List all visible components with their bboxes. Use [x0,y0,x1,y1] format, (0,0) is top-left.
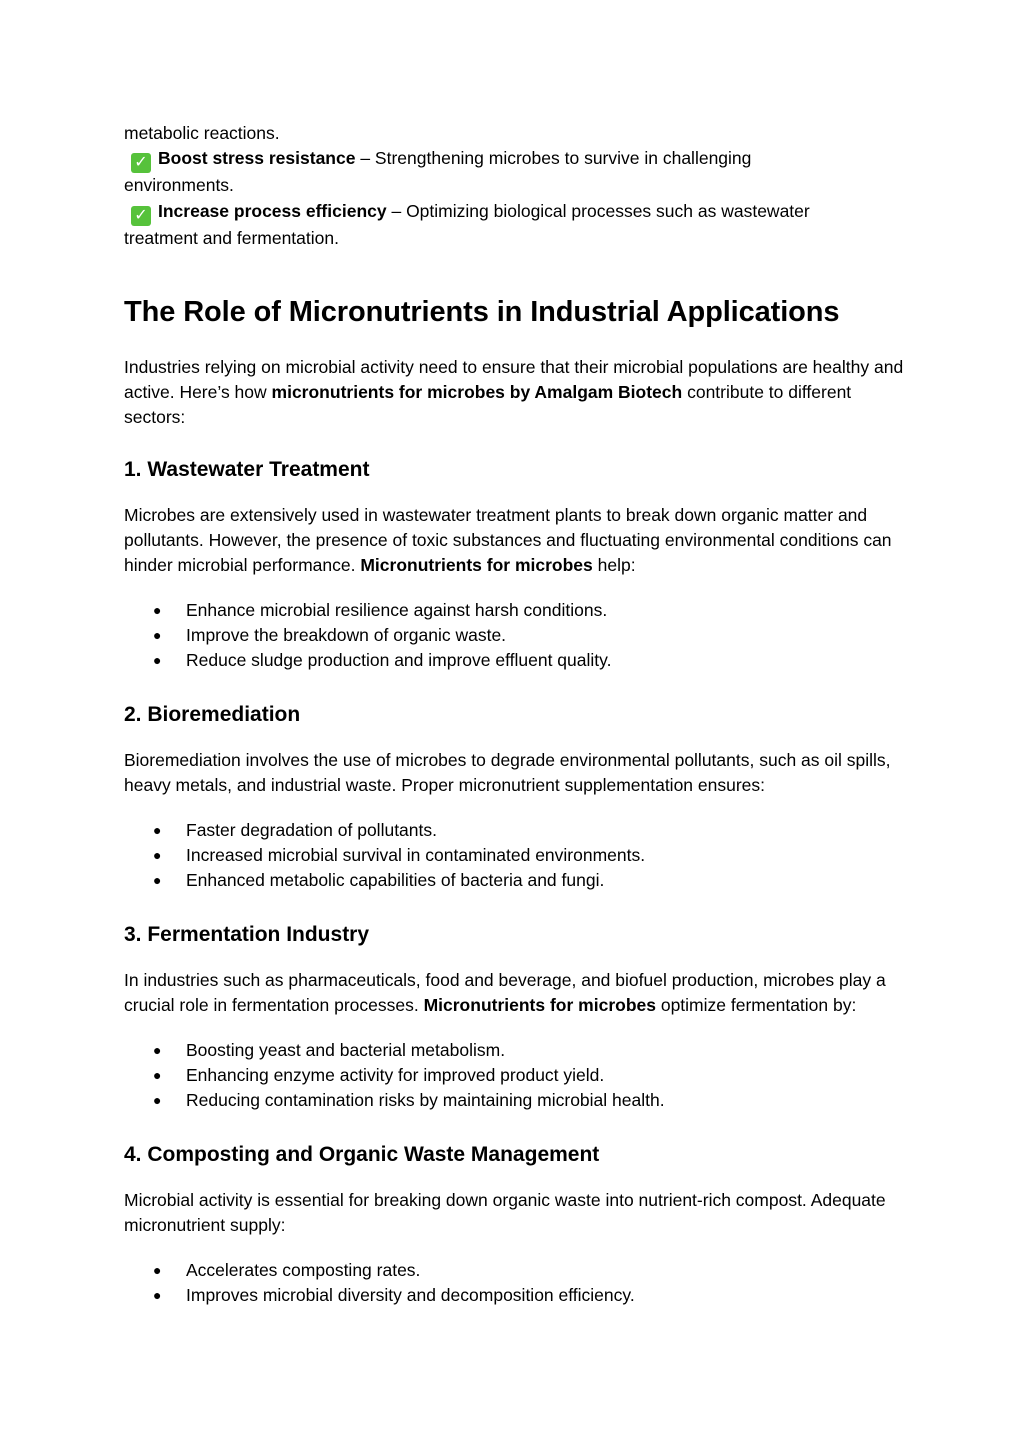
bullet-icon: ● [153,1261,162,1278]
bullet-list [124,598,904,673]
intro-text-end: contribute to different sectors: [124,381,852,427]
list-item-text: Reduce sludge production and improve effluent quality. [186,649,612,670]
list-item [124,818,904,843]
bullet-icon: ● [153,1041,162,1058]
list-item [124,648,904,673]
list-item-text: Enhance microbial resilience against harsh conditions. [186,599,608,620]
bullet-icon: ● [153,1091,162,1108]
list-item-text: Faster degradation of pollutants. [186,819,437,840]
section-paragraph [124,503,904,578]
list-item [124,1063,904,1088]
list-item [124,1258,904,1283]
section-text: Microbial activity is essential for breaking down organic waste into nutrient-rich compost. Adequate micronutrient supply: [124,1189,886,1235]
list-item-text: Improves microbial diversity and decomposition efficiency. [186,1284,635,1305]
section-heading: 2. Bioremediation [124,702,301,726]
check-item-text: – Strengthening microbes to survive in challenging [355,148,752,169]
bullet-icon: ● [153,1066,162,1083]
bullet-list [124,1038,904,1113]
check-item [124,199,904,226]
section-text-bold: Micronutrients for microbes [360,554,593,575]
section-text: Bioremediation involves the use of microbes to degrade environmental pollutants, such as oil spills, heavy metals, and industrial waste. Proper micronutrient supplementation ensures: [124,749,891,795]
section-heading: 3. Fermentation Industry [124,922,370,946]
section-text: Microbes are extensively used in wastewater treatment plants to break down organic matter and pollutants. However, the presence of toxic substances and fluctuating environmental conditions can hinder microbial performance. [124,504,892,575]
section-paragraph [124,748,904,798]
bullet-icon: ● [153,821,162,838]
list-item [124,623,904,648]
intro-block [124,121,904,251]
section-paragraph [124,968,904,1018]
check-item-bold: Boost stress resistance [158,148,356,169]
list-item [124,598,904,623]
list-item [124,1283,904,1308]
list-item [124,1088,904,1113]
list-item-text: Enhancing enzyme activity for improved product yield. [186,1064,605,1085]
list-item [124,843,904,868]
list-item-text: Accelerates composting rates. [186,1259,421,1280]
list-item-text: Improve the breakdown of organic waste. [186,624,507,645]
title-intro-paragraph [124,355,904,430]
intro-line: metabolic reactions. [124,123,280,143]
intro-bold: micronutrients for microbes by Amalgam Biotech [271,381,683,402]
bullet-icon: ● [153,651,162,668]
page-title: The Role of Micronutrients in Industrial Applications [124,295,840,328]
bullet-list [124,1258,904,1308]
list-item-text: Boosting yeast and bacterial metabolism. [186,1039,506,1060]
list-item [124,1038,904,1063]
check-item-continuation: treatment and fermentation. [124,227,339,248]
section-text-end: help: [592,554,636,575]
list-item [124,868,904,893]
list-item-text: Enhanced metabolic capabilities of bacteria and fungi. [186,869,605,890]
bullet-icon: ● [153,601,162,618]
section-text: In industries such as pharmaceuticals, food and beverage, and biofuel production, microbes play a crucial role in fermentation processes. [124,969,886,1015]
list-item-text: Increased microbial survival in contaminated environments. [186,844,646,865]
bullet-icon: ● [153,846,162,863]
intro-text: Industries relying on microbial activity need to ensure that their microbial populations are healthy and active. Here’s how [124,356,904,402]
check-icon: ✓ [131,206,151,226]
bullet-list [124,818,904,893]
check-item [124,146,904,173]
section-paragraph [124,1188,904,1238]
section-text-end: optimize fermentation by: [655,994,857,1015]
check-icon: ✓ [131,153,151,173]
section-heading: 1. Wastewater Treatment [124,457,370,481]
bullet-icon: ● [153,626,162,643]
check-item-bold: Increase process efficiency [158,200,387,221]
check-item-text: – Optimizing biological processes such as wastewater [386,200,810,221]
bullet-icon: ● [153,871,162,888]
section-heading: 4. Composting and Organic Waste Management [124,1142,600,1166]
check-item-continuation: environments. [124,175,234,196]
list-item-text: Reducing contamination risks by maintaining microbial health. [186,1089,665,1110]
bullet-icon: ● [153,1286,162,1303]
section-text-bold: Micronutrients for microbes [423,994,656,1015]
